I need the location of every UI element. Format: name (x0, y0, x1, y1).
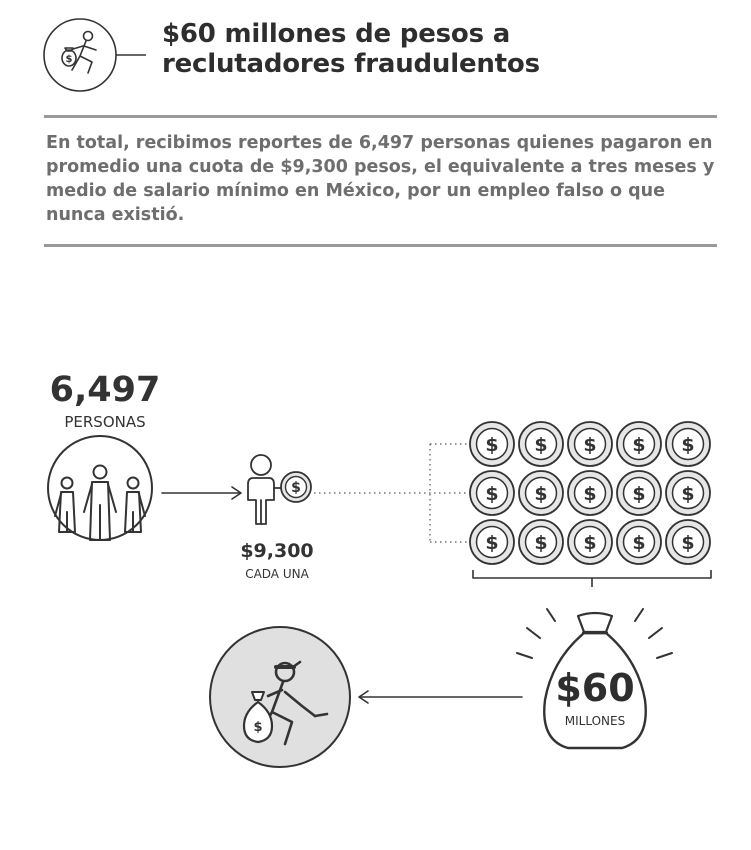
coin-dollar-icon (470, 520, 514, 564)
dotted-connectors (314, 444, 470, 542)
people-label: PERSONAS (64, 413, 146, 431)
coin-symbol: $ (583, 483, 597, 505)
total-unit: MILLONES (564, 714, 626, 728)
coin-symbol: $ (681, 483, 695, 505)
coin-symbol: $ (681, 532, 695, 554)
title-line-2: reclutadores fraudulentos (162, 49, 540, 79)
coin-dollar-icon (568, 471, 612, 515)
bottom-rule (44, 244, 717, 247)
coin-symbol: $ (485, 532, 499, 554)
coin-dollar-icon (617, 471, 661, 515)
coin-symbol: $ (534, 483, 548, 505)
people-group-icon (48, 436, 152, 540)
coin-symbol: $ (632, 532, 646, 554)
total-amount: $60 (555, 666, 635, 710)
coin-dollar-icon (470, 471, 514, 515)
people-count: 6,497 (49, 370, 161, 410)
thief-bag-dollar-glyph: $ (253, 720, 263, 735)
coin-dollar-icon (617, 422, 661, 466)
coins-bracket (473, 570, 711, 587)
arrow-to-payer (162, 487, 241, 499)
coin-symbol: $ (485, 434, 499, 456)
coin-dollar-icon (617, 520, 661, 564)
coin-symbol: $ (632, 483, 646, 505)
fee-unit: CADA UNA (245, 567, 309, 581)
coin-symbol: $ (681, 434, 695, 456)
fee-amount: $9,300 (240, 540, 314, 562)
coin-dollar-icon (666, 422, 710, 466)
coin-dollar-icon (519, 520, 563, 564)
payer-coin-symbol: $ (291, 480, 301, 496)
header-bag-dollar-glyph: $ (65, 54, 73, 65)
coin-symbol: $ (485, 483, 499, 505)
coin-dollar-icon (568, 422, 612, 466)
coin-dollar-icon (470, 422, 514, 466)
payer-coin-icon (281, 472, 311, 502)
top-rule (44, 115, 717, 118)
thief-with-bag-icon (210, 627, 350, 767)
coin-symbol: $ (583, 434, 597, 456)
coin-dollar-icon (568, 520, 612, 564)
coin-symbol: $ (534, 434, 548, 456)
thief-running-icon (44, 19, 116, 91)
coin-dollar-icon (519, 422, 563, 466)
coin-symbol: $ (583, 532, 597, 554)
intro-paragraph: En total, recibimos reportes de 6,497 personas quienes pagaron en promedio una cuota de $9,300 pesos, el equivalente a tres meses y medio de salario mínimo en México, por un empleo falso o que nunca existió. (46, 133, 715, 225)
coin-dollar-icon (519, 471, 563, 515)
coin-symbol: $ (534, 532, 548, 554)
arrow-to-thief (359, 691, 522, 703)
title-line-1: $60 millones de pesos a (162, 19, 511, 49)
coin-symbol: $ (632, 434, 646, 456)
person-paying-icon (248, 455, 284, 524)
coin-dollar-icon (666, 520, 710, 564)
coin-dollar-icon (666, 471, 710, 515)
page-title (162, 19, 722, 79)
coin-grid (470, 422, 710, 564)
